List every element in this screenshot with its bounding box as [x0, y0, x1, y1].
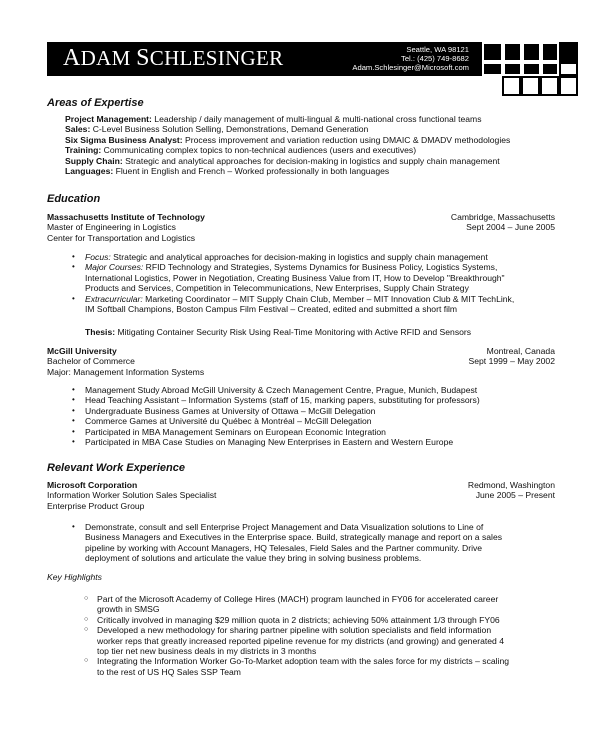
list-item	[66, 625, 566, 656]
school-center: Center for Transportation and Logistics	[47, 232, 196, 243]
expertise-text: C-Level Business Solution Selling, Demonstrations, Demand Generation	[90, 124, 369, 135]
highlight-line: Critically involved in managing $29 million quota in 2 districts; achieving 50% attainment 1/3 through FY06	[97, 614, 500, 625]
list-item: • Management Study Abroad McGill University & Czech Management Centre, Prague, Munich, Budapest	[66, 385, 566, 395]
summary-line: deployment of solutions and articulate the value they bring in solving business problems.	[85, 553, 422, 564]
section-title-work: Relevant Work Experience	[47, 462, 185, 474]
expertise-item	[65, 114, 565, 124]
decor-box	[522, 42, 541, 62]
decor-box	[521, 76, 540, 96]
decor-box	[559, 76, 578, 96]
expertise-label: Six Sigma Business Analyst:	[65, 134, 183, 145]
highlight-line: Integrating the Information Worker Go-To-Market adoption team with the sales force for my districts – scaling	[97, 656, 510, 667]
job-group: Enterprise Product Group	[47, 500, 145, 511]
education-mit	[47, 212, 555, 243]
highlight-line: top tier net new business deals in my districts in 3 months	[97, 646, 317, 657]
summary-line: Demonstrate, consult and sell Enterprise Project Management and Data Visualization solutions to Line of	[85, 522, 484, 532]
decor-box	[559, 62, 578, 76]
mit-bullets	[66, 252, 566, 314]
list-item: • Participated in MBA Management Seminars on European Economic Integration	[66, 427, 566, 437]
decor-box	[482, 62, 503, 76]
bullet-text: RFID Technology and Strategies, Systems Dynamics for Business Policy, Logistics Systems,	[143, 262, 498, 273]
decor-box	[503, 42, 522, 62]
highlight-line: to the rest of US HQ Sales SSP Team	[97, 666, 241, 677]
bullet-text: Products and Services, Competition in Telecommunications, New Enterprises, Supply Chain Strategy	[85, 283, 469, 294]
expertise-label: Sales:	[65, 124, 91, 135]
expertise-text: Communicating complex topics to non-technical audiences (users and executives)	[101, 145, 417, 156]
expertise-label: Training:	[65, 145, 102, 156]
thesis-label: Thesis:	[85, 327, 116, 337]
list-item	[66, 262, 566, 293]
company-name: Microsoft Corporation	[47, 480, 138, 490]
name-initial-last: S	[136, 45, 150, 71]
list-item	[66, 252, 566, 262]
expertise-label: Project Management:	[65, 114, 152, 124]
bullet-text: Marketing Coordinator – MIT Supply Chain Club, Member – MIT Innovation Club & MIT TechLink,	[142, 293, 515, 304]
decor-box	[540, 76, 559, 96]
highlight-line: growth in SMSG	[97, 604, 160, 615]
expertise-item	[65, 145, 565, 155]
expertise-item	[65, 166, 565, 176]
job-dates: June 2005 – Present	[475, 490, 555, 501]
work-microsoft	[47, 480, 555, 511]
list-item	[66, 522, 566, 564]
school-name: McGill University	[47, 346, 117, 356]
highlight-line: Part of the Microsoft Academy of College Hires (MACH) program launched in FY06 for accelerated career	[97, 594, 499, 604]
contact-email[interactable]: Adam.Schlesinger@Microsoft.com	[352, 63, 469, 72]
list-item: • Head Teaching Assistant – Information Systems (staff of 15, marking papers, substituting for professors)	[66, 395, 566, 405]
contact-info	[352, 45, 469, 72]
major: Major: Management Information Systems	[47, 366, 205, 377]
list-item: • Commerce Games at Université du Québec à Montréal – McGill Delegation	[66, 416, 566, 426]
list-item	[66, 615, 566, 625]
decor-box	[503, 62, 522, 76]
applicant-name	[63, 45, 283, 71]
expertise-label: Languages:	[65, 166, 114, 177]
degree: Master of Engineering in Logistics	[47, 222, 176, 233]
contact-phone: Tel.: (425) 749-8682	[401, 54, 469, 63]
decor-box	[502, 76, 521, 96]
summary-line: pipeline by working with Account Managers, HQ Telesales, Field Sales and the Partner community. Drive	[85, 542, 483, 553]
education-mcgill	[47, 346, 555, 377]
decor-box	[522, 62, 541, 76]
expertise-item	[65, 135, 565, 145]
mcgill-bullets	[66, 385, 566, 447]
contact-city: Seattle, WA 98121	[406, 45, 469, 54]
expertise-text: Strategic and analytical approaches for decision-making in logistics and supply chain management	[122, 155, 500, 166]
expertise-item	[65, 124, 565, 134]
highlight-line: worker reps that greatly increased reported pipeline revenue for my districts (and growing) and generated 4	[97, 635, 504, 646]
list-item	[66, 294, 566, 315]
thesis-text: Mitigating Container Security Risk Using Real-Time Monitoring with Active RFID and Sensors	[115, 327, 472, 337]
degree: Bachelor of Commerce	[47, 356, 135, 367]
highlights-list	[66, 594, 566, 677]
school-name: Massachusetts Institute of Technology	[47, 212, 205, 222]
list-item: • Participated in MBA Case Studies on Managing New Enterprises in Eastern and Western Europe	[66, 437, 566, 447]
key-highlights-heading: Key Highlights	[47, 572, 102, 582]
bullet-text: IM Softball Champions, Boston Campus Film Festival – Created, edited and submitted a short film	[85, 304, 458, 315]
school-location: Montreal, Canada	[486, 346, 555, 356]
section-title-education: Education	[47, 193, 101, 205]
name-last-rest: CHLESINGER	[149, 46, 284, 70]
thesis	[66, 327, 566, 337]
bullet-label: Focus:	[85, 252, 111, 262]
list-item: • Undergraduate Business Games at University of Ottawa – McGill Delegation	[66, 406, 566, 416]
header-bar	[47, 42, 559, 76]
name-initial-first: A	[63, 45, 81, 71]
bullet-text: International Logistics, Power in Negotiation, Creating Business Value from IT, How to Develop "Breakthrough"	[85, 272, 505, 283]
decor-box	[541, 62, 559, 76]
highlights-title	[47, 572, 547, 582]
degree-dates: Sept 2004 – June 2005	[466, 222, 555, 233]
highlight-line: Developed a new methodology for sharing partner pipeline with solution specialists and field information	[97, 625, 492, 636]
expertise-list	[65, 114, 565, 176]
section-title-expertise: Areas of Expertise	[47, 97, 144, 109]
expertise-text: Process improvement and variation reduction using DMAIC & DMADV methodologies	[182, 134, 511, 145]
name-first-rest: DAM	[80, 46, 131, 70]
expertise-label: Supply Chain:	[65, 155, 123, 166]
job-role: Information Worker Solution Sales Specialist	[47, 490, 217, 501]
list-item	[66, 656, 566, 677]
degree-dates: Sept 1999 – May 2002	[468, 356, 555, 367]
expertise-text: Leadership / daily management of multi-lingual & multi-national cross functional teams	[151, 114, 482, 124]
decor-box	[541, 42, 559, 62]
summary-line: Business Managers and Executives in the Enterprise space. Build, strategically manage and report on a sales	[85, 532, 503, 543]
expertise-text: Fluent in English and French – Worked professionally in both languages	[113, 166, 390, 177]
expertise-item	[65, 156, 565, 166]
company-location: Redmond, Washington	[467, 480, 555, 490]
decor-box	[482, 42, 503, 62]
school-location: Cambridge, Massachusetts	[450, 212, 555, 222]
bullet-label: Major Courses:	[85, 262, 144, 273]
decor-box	[559, 42, 578, 62]
work-summary	[66, 522, 566, 564]
bullet-label: Extracurricular:	[85, 293, 143, 304]
bullet-text: Strategic and analytical approaches for decision-making in logistics and supply chain management	[110, 252, 488, 262]
list-item	[66, 594, 566, 615]
